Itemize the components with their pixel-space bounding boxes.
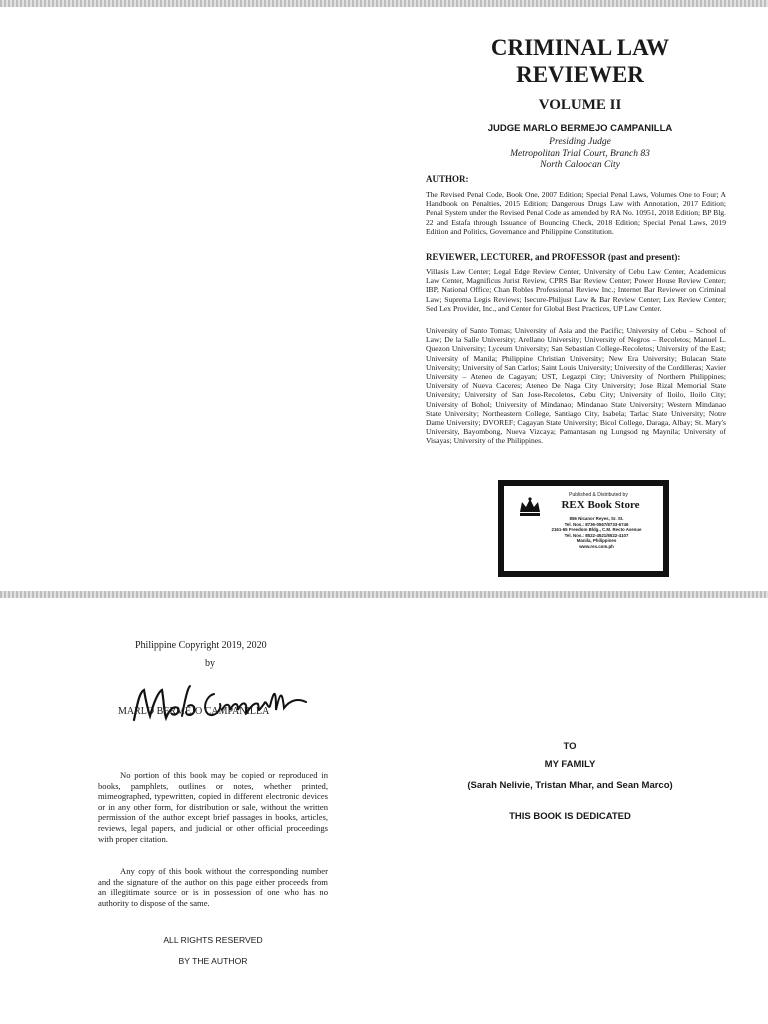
address-line: Tel. Nos.: 8522-4521/8522-4107: [564, 532, 629, 538]
middle-page-edge: [0, 591, 768, 598]
publisher-name: REX Book Store: [561, 499, 640, 511]
author-printed-name: MARLO BERMEJO CAMPANILLA: [118, 706, 270, 717]
author-name: JUDGE MARLO BERMEJO CAMPANILLA: [487, 123, 673, 134]
all-rights-reserved: ALL RIGHTS RESERVED: [163, 935, 263, 945]
reviewer-heading: REVIEWER, LECTURER, and PROFESSOR (past and present):: [426, 252, 681, 262]
address-line: 856 Nicanor Reyes, Sr. St.: [569, 516, 624, 521]
address-line: Tel. Nos.: 8736-0567/8733-6746: [564, 521, 629, 527]
court: Metropolitan Trial Court, Branch 83: [510, 148, 650, 159]
address-line: www.rex.com.ph: [579, 543, 614, 549]
address-line: 2161-65 Freedom Bldg., C.M. Recto Avenue: [551, 527, 642, 533]
dedication-line: THIS BOOK IS DEDICATED: [509, 811, 631, 822]
review-centers: Villasis Law Center; Legal Edge Review Center, University of Cebu Law Center, Academicus Law Center, Magnificus Jurist Review, CPRS Bar Review Center; Power House Review Center; IBP, National Office; Chan Robles Professional Review Inc.; Internet Bar Reviewer on Criminal Law; Suprema Legis Reviews; Isecure-Philjust Law & Bar Review Center; Lex Review Center; Sed Lex Provider, Inc., and Center for Global Best Practices, UP Law Center.: [426, 267, 726, 313]
position: Presiding Judge: [549, 137, 611, 147]
universities: University of Santo Tomas; University of Asia and the Pacific; University of Cebu – School of Law; De la Salle University; Arellano University; University of Negros – Recoletos; Manuel L. Quezon University; Lyceum University; San Sebastian College-Recoletos; University of the East; University of Manila; Philippine Christian University; New Era University; Bulacan State University; University of San Carlos; Saint Louis University; University of the Cordilleras; Xavier University – Ateneo de Cagayan; UST, Legazpi City; University of Northern Philippines; University of Nueva Caceres; Ateneo De Naga City University; Jose Rizal Memorial State University; University of San Jose-Recoletos, Cebu City; University of Iloilo, Iloilo City; University of Bohol; University of Mindanao; Mindanao State University; Western Mindanao State University; Northeastern College, Santiago City, Isabela; Tarlac State University; Notre Dame University; DVOREF; Cagayan State University; Bicol College, Daraga, Albay; St. Mary's University, Bayombong, Nueva Vizcaya; Pamantasan ng Lungsod ng Maynila; University of Visayas; University of the Philippines.: [426, 326, 726, 446]
dedication-names: (Sarah Nelivie, Tristan Mhar, and Sean Marco): [467, 780, 673, 791]
book-title-line2: REVIEWER: [516, 62, 644, 87]
author-signature: [130, 680, 320, 730]
published-by: Published & Distributed by: [569, 492, 628, 498]
book-title-line1: CRIMINAL LAW: [490, 35, 670, 60]
publisher-address: [534, 516, 659, 550]
copyright-notice-2: Any copy of this book without the corresponding number and the signature of the author on this page either proceeds from an illegitimate source or is in possession of one who has no authority to dispose of the same.: [98, 866, 328, 908]
by-the-author: BY THE AUTHOR: [178, 956, 248, 966]
address-line: Manila, Philippines: [576, 538, 617, 544]
by-label: by: [205, 658, 215, 669]
author-heading: AUTHOR:: [426, 174, 469, 184]
city: North Caloocan City: [540, 160, 620, 170]
copyright-notice-1: No portion of this book may be copied or reproduced in books, pamphlets, outlines or notes, whether printed, mimeographed, typewritten, copied in different electronic devices or in any other form, for distribution or sale, without the written permission of the author except brief passages in books, articles, reviews, legal papers, and judicial or other official proceedings with proper citation.: [98, 770, 328, 844]
publisher-box: [498, 480, 669, 577]
author-office: [430, 137, 730, 172]
volume-label: VOLUME II: [538, 97, 622, 113]
copyright-line: Philippine Copyright 2019, 2020: [135, 640, 267, 651]
dedication-family: MY FAMILY: [544, 759, 596, 770]
dedication-to: TO: [563, 741, 577, 752]
author-works: The Revised Penal Code, Book One, 2007 Edition; Special Penal Laws, Volumes One to Four; A Handbook on Penalties, 2015 Edition; Dangerous Drugs Law with Annotation, 2017 Edition; Penal System under the Revised Penal Code as amended by RA No. 10951, 2018 Edition; BP Blg. 22 and Estafa through Issuance of Bouncing Check, 2018 Edition; Special Penal Laws, 2019 Edition and Politics, Governance and Philippine Constitution.: [426, 190, 726, 236]
